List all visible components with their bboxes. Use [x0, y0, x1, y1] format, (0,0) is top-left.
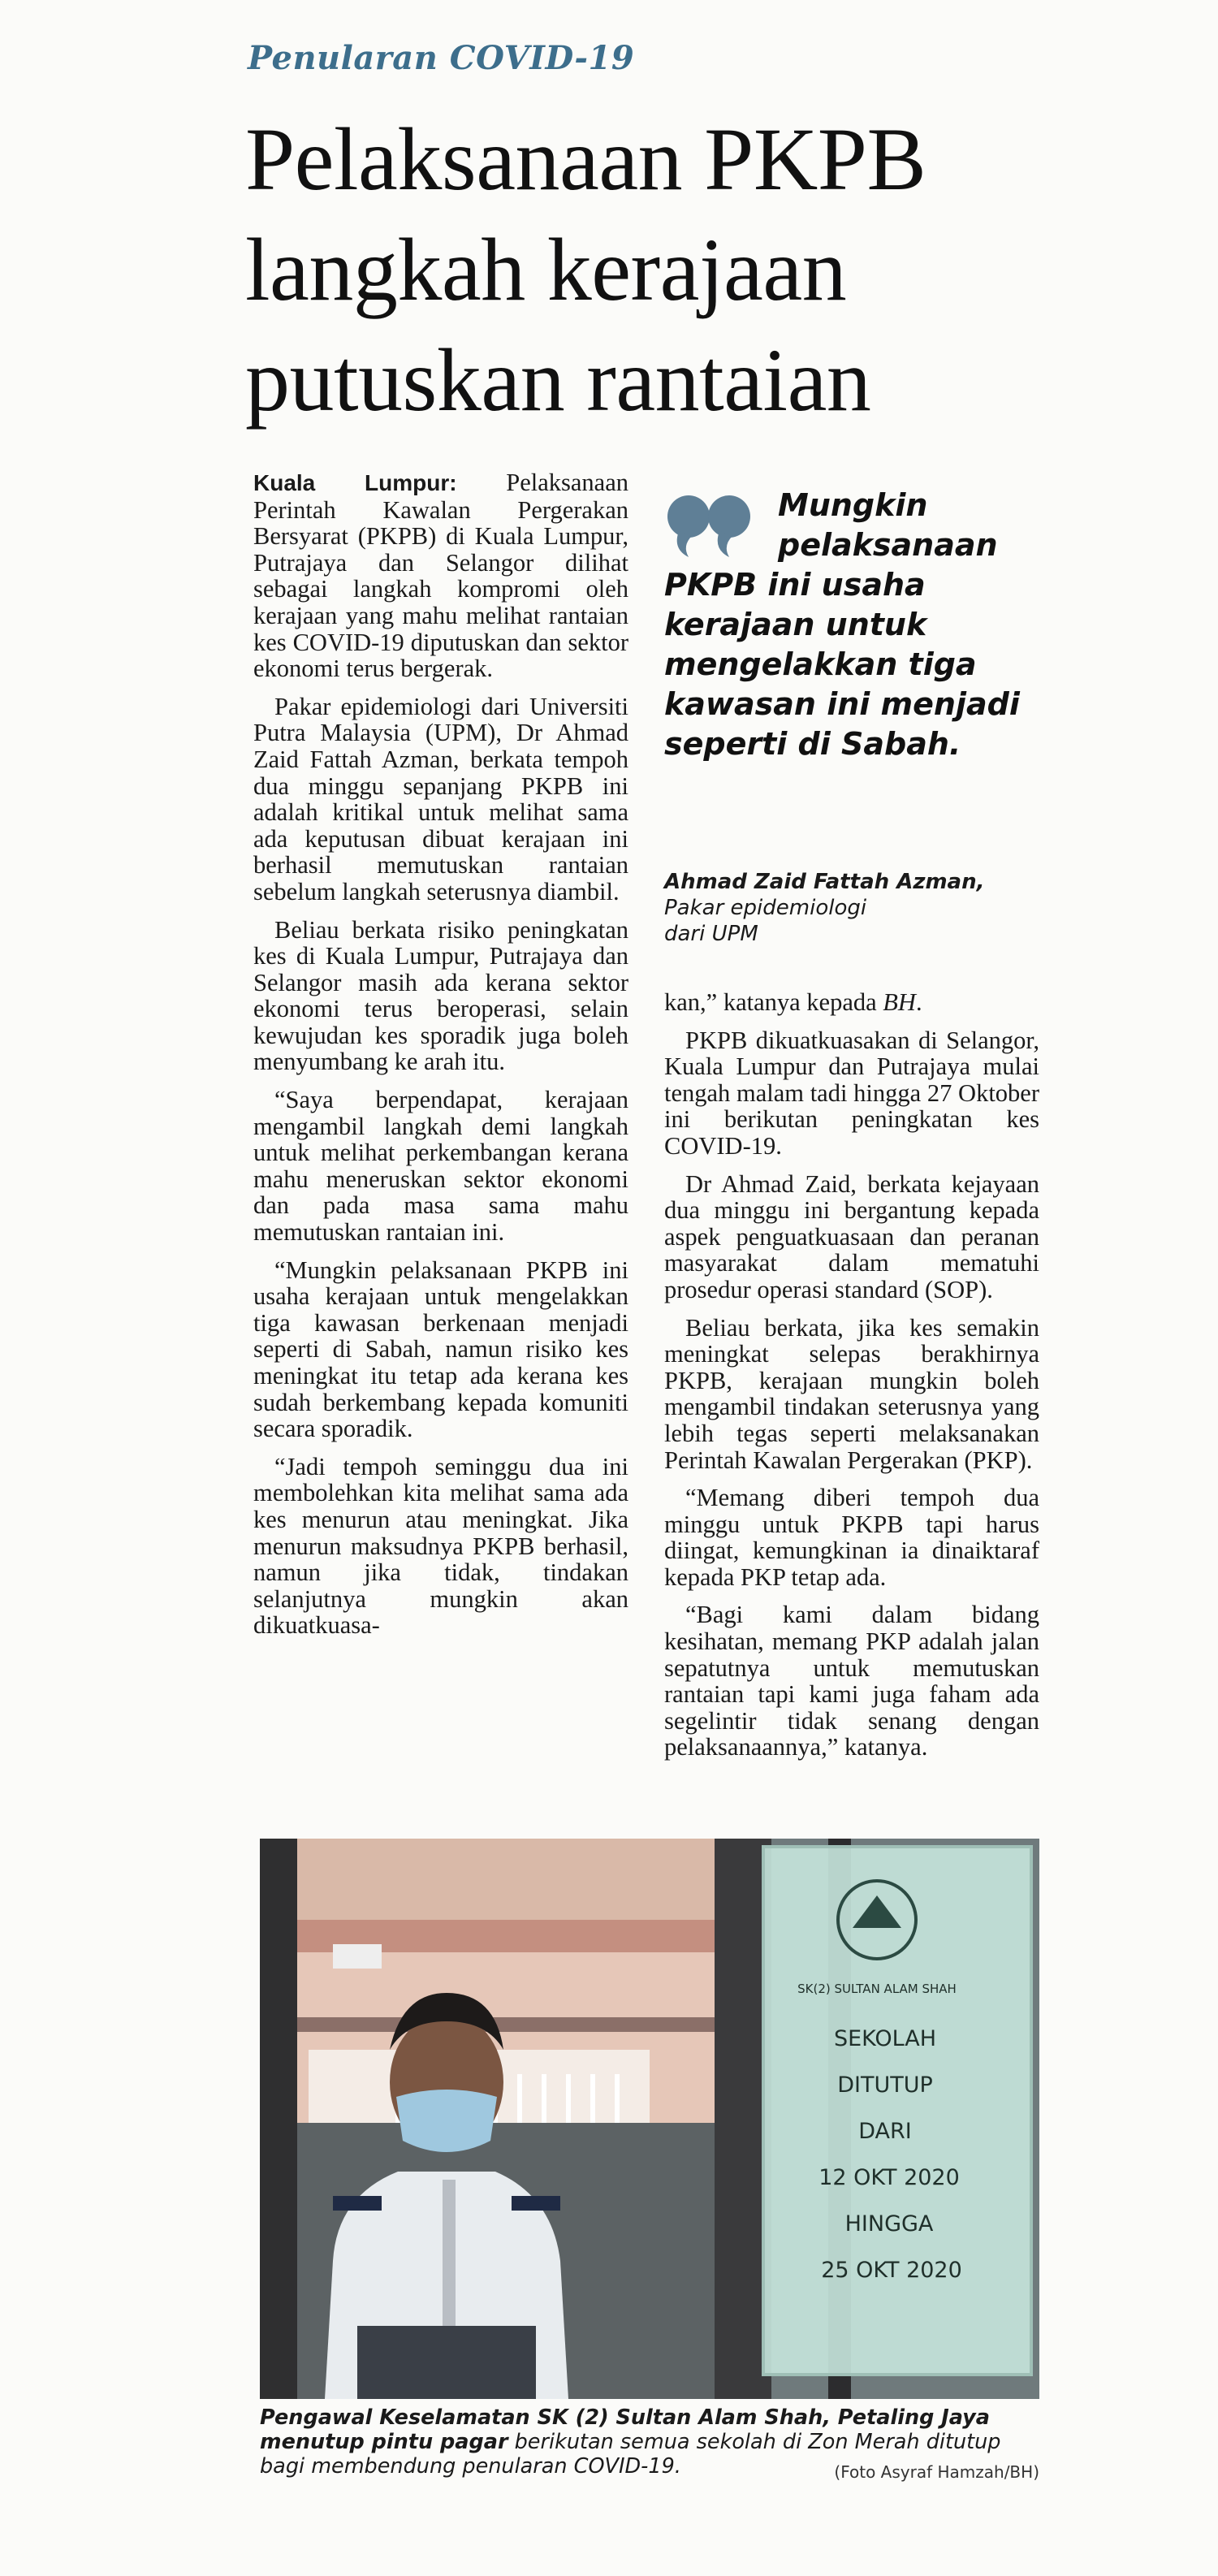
photo-illustration [260, 1839, 1039, 2399]
article-paragraph: Beliau berkata, jika kes semakin meningkat selepas berakhirnya PKPB, kerajaan mungkin boleh mengambil tindakan seterusnya yang lebih tegas seperti melaksanakan Perintah Kawalan Pergerakan (PKP). [664, 1313, 1039, 1474]
headline-line: langkah kerajaan [245, 220, 847, 319]
headline-line: putuskan rantaian [245, 331, 871, 430]
article-column-2 [664, 989, 1039, 1772]
article-paragraph: “Jadi tempoh seminggu dua ini membolehkan kita melihat sama ada kes menurun atau meningkat. Jika menurun maksudnya PKPB berhasil, namun jika tidak, tindakan selanjutnya mungkin akan dikuatkuasa- [253, 1452, 628, 1640]
paragraph-text: kan,” katanya kepada [664, 988, 883, 1016]
article-column-1 [253, 469, 628, 1650]
article-paragraph: Dr Ahmad Zaid, berkata kejayaan dua minggu ini bergantung kepada aspek penguatkuasaan dan peranan masyarakat dalam mematuhi prosedur operasi standard (SOP). [664, 1169, 1039, 1303]
pull-quote [664, 486, 1046, 764]
headline [245, 104, 1057, 435]
article-paragraph [664, 989, 1039, 1016]
sign-line: 25 OKT 2020 [821, 2258, 962, 2283]
pull-quote-attribution [664, 869, 1046, 947]
sign-line: HINGGA [844, 2211, 934, 2237]
article-paragraph: “Bagi kami dalam bidang kesihatan, memang PKP adalah jalan sepatutnya untuk memutuskan rantaian tapi kami juga faham ada segelintir tidak senang dengan pelaksanaannya,” katanya. [664, 1601, 1039, 1761]
sign-line: 12 OKT 2020 [818, 2165, 960, 2190]
article-paragraph: “Mungkin pelaksanaan PKPB ini usaha kerajaan untuk mengelakkan tiga kawasan berkenaan menjadi seperti di Sabah, namun risiko kes meningkat itu tetap ada kerana kes sudah berkembang kepada komuniti secara sporadik. [253, 1256, 628, 1443]
sign-line: DARI [858, 2119, 912, 2144]
quote-mark-icon [664, 492, 755, 559]
photo-credit: (Foto Asyraf Hamzah/BH) [834, 2462, 1039, 2482]
publication-name: BH [883, 988, 916, 1016]
pull-quote-line: pelaksanaan [778, 527, 998, 563]
article-paragraph: “Memang diberi tempoh dua minggu untuk PKPB tapi harus diingat, kemungkinan ia dinaiktaraf kepada PKP tetap ada. [664, 1484, 1039, 1591]
news-photo [260, 1839, 1039, 2399]
dateline: Kuala Lumpur: [253, 470, 457, 495]
sign-line: DITUTUP [837, 2072, 933, 2098]
section-kicker: Penularan COVID-19 [248, 39, 635, 77]
article-paragraph: Beliau berkata risiko peningkatan kes di Kuala Lumpur, Putrajaya dan Selangor masih ada kerana sektor ekonomi terus beroperasi, selain kewujudan kes sporadik juga boleh menyumbang ke arah itu. [253, 915, 628, 1076]
caption-lead: Pengawal Keselamatan SK (2) Sultan Alam Shah, Petaling Jaya menutup pintu pagar [260, 2405, 990, 2454]
pull-quote-line: Mungkin [778, 487, 928, 523]
headline-line: Pelaksanaan PKPB [245, 110, 926, 209]
article-paragraph [253, 469, 628, 682]
sign-school-name: SK(2) SULTAN ALAM SHAH [797, 1982, 957, 1996]
attribution-affiliation: dari UPM [664, 922, 758, 946]
article-paragraph: Pakar epidemiologi dari Universiti Putra Malaysia (UPM), Dr Ahmad Zaid Fattah Azman, berkata tempoh dua minggu sepanjang PKPB ini adalah kritikal untuk melihat sama ada keputusan dibuat kerajaan ini berhasil memutuskan rantaian sebelum langkah seterusnya diambil. [253, 692, 628, 905]
sign-line: SEKOLAH [833, 2026, 937, 2051]
paragraph-text: Pelaksanaan Perintah Kawalan Pergerakan Bersyarat (PKPB) di Kuala Lumpur, Putrajaya dan Selangor dilihat sebagai langkah kompromi oleh kerajaan yang mahu melihat rantaian kes COVID-19 diputuskan dan sektor ekonomi terus bergerak. [253, 469, 628, 683]
caption-text: berikutan semua sekolah di Zon Merah ditutup bagi membendung penularan COVID-19. [260, 2430, 1001, 2479]
attribution-name: Ahmad Zaid Fattah Azman, [664, 870, 985, 894]
article-paragraph: PKPB dikuatkuasakan di Selangor, Kuala Lumpur dan Putrajaya mulai tengah malam tadi hingga 27 Oktober ini berikutan peningkatan kes COVID-19. [664, 1026, 1039, 1160]
article-paragraph: “Saya berpendapat, kerajaan mengambil langkah demi langkah untuk melihat perkembangan kerana mahu meneruskan sektor ekonomi dan pada masa sama mahu memutuskan rantaian ini. [253, 1086, 628, 1247]
attribution-role: Pakar epidemiologi [664, 896, 867, 920]
paragraph-text: . [915, 988, 922, 1016]
pull-quote-body: PKPB ini usaha kerajaan untuk mengelakkan tiga kawasan ini menjadi seperti di Sabah. [664, 567, 1020, 762]
